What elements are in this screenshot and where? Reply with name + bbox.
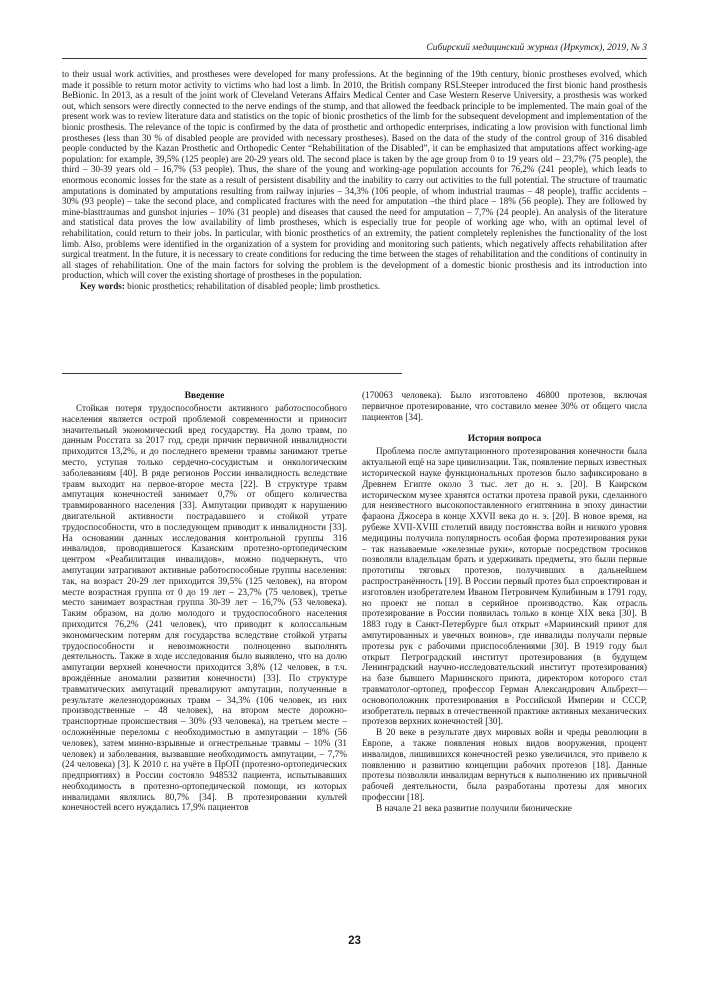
- right-column: [362, 391, 647, 814]
- section-heading-introduction: Введение: [184, 391, 225, 401]
- separator-rule: [62, 373, 402, 374]
- keywords: [62, 281, 647, 292]
- abstract: [62, 69, 647, 291]
- abstract-text: to their usual work activities, and prostheses were developed for many professions. At the beginning of the 19th century, bionic prostheses evolved, which made it possible to return motor activity to victims who had lost a limb. In 2010, the British company RSLSteeper introduced the first bionic hand prosthesis BeBionic. In 2013, as a result of the joint work of Cleveland Veterans Affairs Medical Center and Case Western Reserve University, a prosthesis was worked out, which sensors were directly connected to the nerve endings of the stump, and that allowed the feedback principle to be implemented. The main goal of the present work was to review literature data and statistics on the topic of bionic prosthetics of the limb for the subsequent development and implementation of the bionic prosthesis. The relevance of the topic is confirmed by the data of prosthetic and orthopedic enterprises, indicating a low provision with functional limb prostheses (less than 30 % of disabled people are provided with necessary prostheses). Based on the data of the study of the control group of 316 disabled people conducted by the Kazan Prosthetic and Orthopedic Center “Rehabilitation of the Disabled”, it can be emphasized that amputations affect working-age population: for example, 39,5% (125 people) are 20-29 years old. The second place is taken by the age group from 0 to 19 years old – 23,7% (75 people), the third – 30-39 years old – 16,7% (53 people). Thus, the share of the young and working-age population accounts for 76,2% (241 people), which leads to enormous economic losses for the state as a result of persistent disability and the inability to carry out activities to the full potential. The structure of traumatic amputations is dominated by amputations resulting from railway injuries – 34,3% (106 people, of whom industrial traumas – 48 people), traffic accidents – 30% (93 people) – take the second place, and complicated fractures with the need for amputation –the third place – 18% (56 people). They are followed by mine-blasttraumas and gunshot injuries – 10% (31 people) and diseases that caused the need for amputation – 7,7% (24 people). An analysis of the literature and statistical data proves the low availability of limb prostheses, which is especially true for people of working age who, with an optimal level of rehabilitation, could return to their jobs. In particular, with bionic prosthetics of an extremity, the patient completely replenishes the functionality of the lost limb. Also, problems were identified in the organization of a system for providing and monitoring such patients, which negatively affects rehabilitation after surgical treatment. In the future, it is necessary to create conditions for reducing the time between the stages of rehabilitation and the conditions of continuity in all stages of rehabilitation. One of the main factors for solving the problem is the development of a domestic bionic prosthesis and its introduction into production, which will cover the existing shortage of prostheses in the population.: [62, 69, 647, 281]
- keywords-label: Key words:: [80, 280, 125, 291]
- paragraph: Проблема после ампутационного протезирования конечности была актуальной ещё на заре цивилизации. Так, появление первых известных исторической науке функциональных протезов было зафиксировано в Древнем Египте около 3 тыс. лет до н. э. [20]. В Каирском историческом музее хранятся остатки протеза правой руки, сделанного для неизвестного высокопоставленного египтянина в эпоху династии фараона Джосера в конце XXVII века до н. э. [20]. В новое время, на рубеже XVII-XVIII столетий ввиду постоянства войн и низкого уровня медицины получила популярность особая форма протезирования руки – так называемые «железные руки», которые посредством тросиков позволяли владельцам брать и удерживать предметы, это были первые прототипы тяговых протезов, получивших в дальнейшем распространённость [19]. В России первый протез был спроектирован и изготовлен изобретателем Иваном Петровичем Кулибиным в 1791 году, но проект не попал в серийное производство. Как отрасль протезирование в России появилась только в конце XIX века [30]. В 1883 году в Санкт-Петербурге был открыт «Мариинский приют для ампутированных и увечных воинов», где инвалиды получали первые протезы рук с рабочими приспособлениями [30]. В 1919 году был открыт Петроградский институт протезирования (в будущем Ленинградский научно-исследовательский институт протезирования) на базе бывшего Мариинского приюта, директором которого стал травматолог-ортопед, профессор Герман Александрович Альбрехт— основоположник протезирования в Российской Империи и СССР, изобретатель первых в отечественной практике активных механических протезов верхних конечностей [30].: [362, 447, 647, 728]
- page-number: 23: [348, 935, 361, 947]
- paragraph-continued: (170063 человека). Было изготовлено 46800 протезов, включая первичное протезирование, что составило менее 30% от общего числа пациентов [34].: [362, 391, 647, 423]
- left-column: [62, 391, 347, 814]
- section-heading-history: История вопроса: [467, 434, 542, 445]
- running-head: Сибирский медицинский журнал (Иркутск), 2019, № 3: [62, 40, 647, 59]
- paragraph: Стойкая потеря трудоспособности активного работоспособного населения является острой проблемой современности и приносит значительный экономический вред государству. На долю травм, по данным Росстата за 2017 год, среди причин первичной инвалидности приходится 13,2%, и до последнего времени травмы занимают третье место, уступая только сердечно-сосудистым и онкологическим заболеваниям [40]. В ряде регионов России инвалидность вследствие травм выходит на первое-второе места [22]. В структуре травм ампутация конечностей занимает 0,7% от общего количества травмированного населения [33]. Ампутации приводят к нарушению двигательной активности пострадавшего и стойкой утрате трудоспособности, что в последующем приводит к инвалидности [33]. На основании данных исследования контрольной группы 316 инвалидов, проводившегося Казанским протезно-ортопедическим центром «Реабилитация инвалидов», можно подчеркнуть, что ампутации затрагивают активные работоспособные группы населения: так, на возраст 20-29 лет приходится 39,5% (125 человек), на втором месте возрастная группа от 0 до 19 лет – 23,7% (75 человек), третье место занимает возрастная группа 30-39 лет – 16,7% (53 человека). Таким образом, на долю молодого и трудоспособного населения приходится 76,2% (241 человек), что приводит к колоссальным экономическим потерям для государства вследствие стойкой утраты трудоспособности и невозможности полноценно выполнять деятельность. Также в ходе исследования было выявлено, что на долю ампутации верхней конечности приходится 3,8% (12 человек, в т.ч. врождённые аномалии развития конечности) [33]. По структуре травматических ампутаций превалируют ампутации, полученные в результате железнодорожных травм – 34,3% (106 человек, из них производственные – 48 человек), на втором месте дорожно-транспортные происшествия – 30% (93 человека), на третьем месте – осложнённые переломы с необходимостью в ампутации – 18% (56 человек), затем минно-взрывные и огнестрельные травмы – 10% (31 человек) и заболевания, вызвавшие необходимость ампутации, – 7,7% (24 человека) [3]. К 2010 г. на учёте в ПрОП (протезно-ортопедических предприятиях) в России состояло 948532 пациента, испытывавших необходимость в протезно-ортопедической помощи, из которых инвалидами являлись 80,7% [34]. В протезировании культей конечностей всего нуждались 17,9% пациентов: [62, 404, 347, 814]
- paragraph: В начале 21 века развитие получили бионические: [376, 803, 572, 814]
- paragraph: В 20 веке в результате двух мировых войн и чреды революции в Европе, а также появления новых видов вооружения, процент инвалидов, лишившихся конечностей резко увеличился, это привело к появлению и развитию концепции рабочих протезов [18]. Данные протезы позволяли инвалидам вернуться к выполнению их привычной рабочей деятельности, была разработаны протезы для многих профессии [18].: [362, 728, 647, 803]
- keywords-text: bionic prosthetics; rehabilitation of disabled people; limb prosthetics.: [127, 280, 381, 291]
